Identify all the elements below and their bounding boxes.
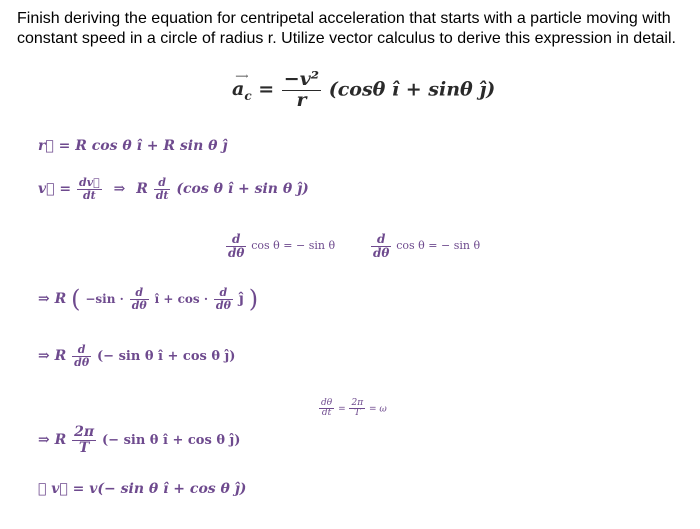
position-text: r⃗ = R cos θ î + R sin θ ĵ [38, 138, 228, 154]
step-derivative-expansion [38, 285, 258, 313]
frac-num: dθ [321, 398, 333, 408]
step-prefix: ⇒ R [38, 348, 67, 365]
frac-num: d [226, 233, 246, 247]
direction-term: (cosθ î + sinθ ĵ) [328, 78, 496, 101]
dv-dt-fraction [77, 177, 102, 201]
implies-arrow: ⇒ [113, 181, 126, 198]
frac-num: d [371, 233, 391, 247]
velocity-equation [38, 177, 309, 201]
d-dt-fraction [154, 177, 171, 201]
acceleration-subscript: c [244, 89, 252, 104]
step-prefix: ⇒ R [38, 432, 67, 449]
d-dtheta-fraction [371, 233, 391, 259]
frac-num: d [214, 287, 233, 300]
vector-arrow-icon: ⟶ [235, 72, 249, 83]
acceleration-symbol: a [232, 78, 245, 101]
identity-rhs: cos θ = − sin θ [251, 239, 336, 253]
direction-term: (− sin θ î + cos θ ĵ) [102, 433, 241, 449]
frac-num: d [130, 287, 149, 300]
centripetal-acceleration-equation [232, 70, 495, 120]
frac-den: T [354, 408, 361, 419]
identity-rhs: cos θ = − sin θ [396, 239, 481, 253]
d-dtheta-fraction [130, 287, 149, 311]
d-dtheta-fraction [226, 233, 246, 259]
two-pi-over-t-fraction [72, 425, 96, 455]
step-chain-rule [38, 344, 235, 368]
frac-den: dθ [74, 355, 90, 369]
final-velocity-text: ∴ v⃗ = v(− sin θ î + cos θ ĵ) [38, 481, 247, 497]
velocity-lhs: v⃗ = [38, 181, 72, 198]
fraction-numerator: −v² [283, 68, 320, 90]
equals-sign: = [338, 404, 346, 415]
position-equation [38, 138, 227, 154]
j-hat: ĵ [238, 291, 244, 307]
sin-term: −sin · [85, 292, 124, 306]
step-substitute-omega [38, 425, 240, 455]
velocity-direction: (cos θ î + sin θ ĵ) [176, 181, 309, 198]
v-squared-over-r [282, 70, 321, 111]
derivative-identity-2 [370, 233, 480, 259]
frac-den: T [78, 439, 90, 456]
acceleration-vector [232, 72, 252, 104]
frac-num: d [72, 344, 91, 357]
step-prefix: ⇒ R [38, 291, 67, 307]
final-velocity-equation [38, 481, 246, 497]
frac-num: 2π [74, 424, 95, 440]
frac-den: dθ [215, 298, 231, 312]
right-paren: ) [248, 285, 259, 313]
frac-den: dθ [228, 245, 245, 260]
frac-num: dv⃗ [79, 176, 100, 189]
d-dtheta-fraction [72, 344, 91, 368]
cos-term: î + cos · [154, 292, 208, 306]
d-dtheta-fraction [214, 287, 233, 311]
omega-term: = ω [369, 404, 387, 415]
radius-symbol: R [136, 181, 148, 198]
frac-num: 2π [351, 398, 364, 408]
direction-term: (− sin θ î + cos θ ĵ) [97, 349, 236, 365]
frac-den: dθ [373, 245, 390, 260]
angular-velocity-relation [318, 399, 387, 419]
frac-den: dt [321, 408, 332, 419]
frac-den: dt [155, 188, 169, 202]
equals-sign: = [258, 78, 275, 101]
dtheta-dt-fraction [319, 399, 334, 419]
left-paren: ( [71, 285, 81, 313]
two-pi-over-t-fraction [349, 399, 365, 419]
derivative-identity-1 [225, 233, 335, 259]
frac-den: dt [82, 188, 96, 202]
frac-num: d [154, 177, 171, 190]
fraction-denominator: r [296, 88, 307, 111]
question-text: Finish deriving the equation for centripetal acceleration that starts with a particle moving with constant speed in a circle of radius r. Utilize vector calculus to derive this expression in detail. [17, 10, 676, 47]
frac-den: dθ [131, 298, 147, 312]
